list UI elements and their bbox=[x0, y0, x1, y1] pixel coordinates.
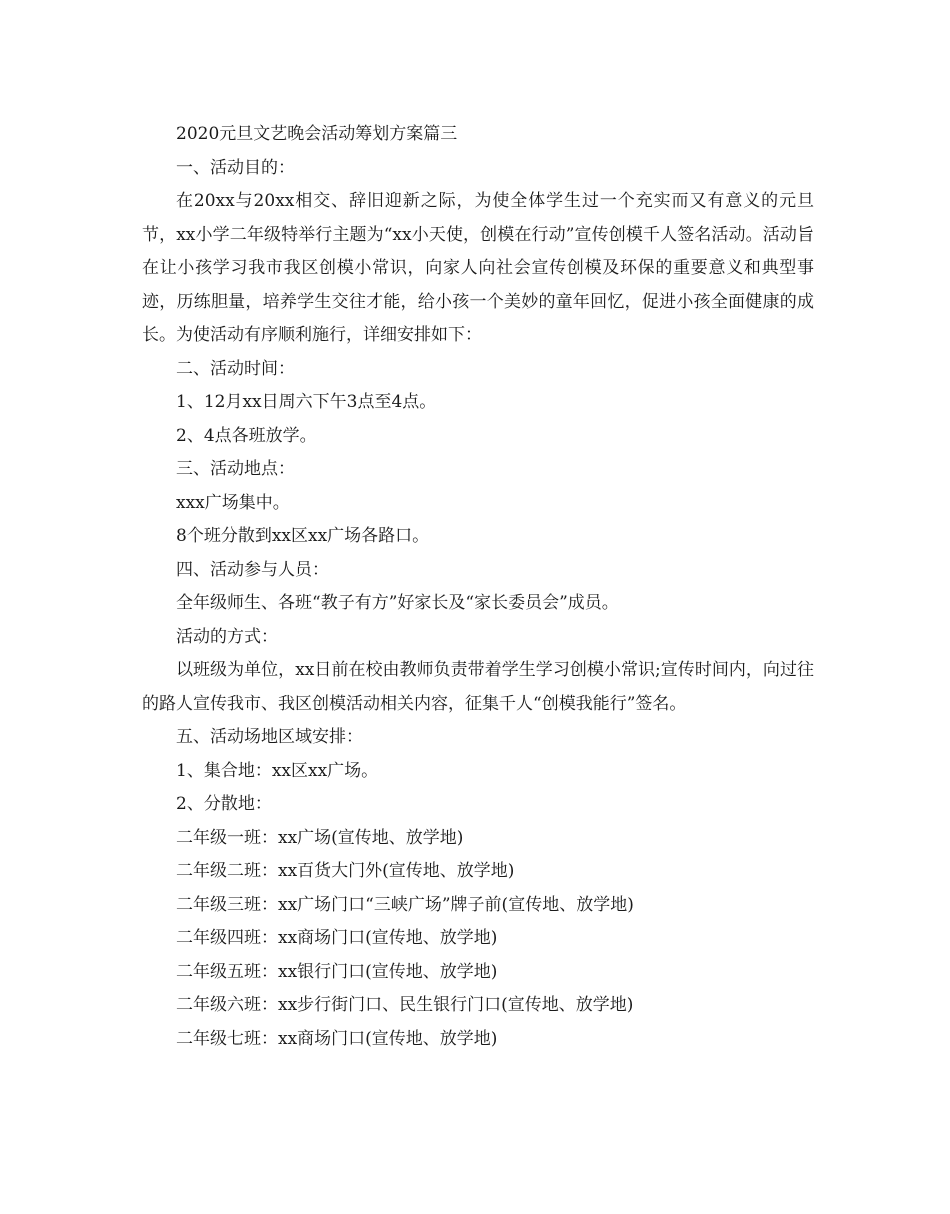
time-item-2: 2、4点各班放学。 bbox=[176, 425, 317, 446]
class-location-5: 二年级五班：xx银行门口(宣传地、放学地) bbox=[176, 961, 498, 982]
dispersal-heading: 2、分散地： bbox=[176, 794, 272, 814]
class-location-4: 二年级四班：xx商场门口(宣传地、放学地) bbox=[176, 928, 498, 948]
method-paragraph: 以班级为单位，xx日前在校由教师负责带着学生学习创模小常识;宣传时间内，向过往的路人宣传我市、我区创模活动相关内容，征集千人“创模我能行”签名。 bbox=[142, 660, 814, 714]
section3-heading: 三、活动地点： bbox=[176, 459, 295, 479]
section2-heading: 二、活动时间： bbox=[176, 358, 295, 379]
participants-text: 全年级师生、各班“教子有方”好家长及“家长委员会”成员。 bbox=[176, 593, 619, 613]
section5-heading: 五、活动场地区域安排： bbox=[176, 727, 363, 747]
time-item-1: 1、12月xx日周六下午3点至4点。 bbox=[176, 392, 437, 412]
class-location-7: 二年级七班：xx商场门口(宣传地、放学地) bbox=[176, 1028, 498, 1049]
method-heading: 活动的方式： bbox=[176, 626, 278, 647]
place-item-2: 8个班分散到xx区xx广场各路口。 bbox=[176, 526, 430, 546]
section4-heading: 四、活动参与人员： bbox=[176, 559, 329, 580]
place-item-1: xxx广场集中。 bbox=[176, 492, 290, 513]
section1-heading: 一、活动目的： bbox=[176, 157, 295, 178]
document-title: 2020元旦文艺晚会活动筹划方案篇三 bbox=[176, 124, 458, 144]
class-location-6: 二年级六班：xx步行街门口、民生银行门口(宣传地、放学地) bbox=[176, 995, 634, 1015]
class-location-2: 二年级二班：xx百货大门外(宣传地、放学地) bbox=[176, 861, 515, 881]
document-body bbox=[142, 118, 814, 1056]
class-location-1: 二年级一班：xx广场(宣传地、放学地) bbox=[176, 827, 464, 848]
section1-paragraph: 在20xx与20xx相交、辞旧迎新之际，为使全体学生过一个充实而又有意义的元旦节，xx小学二年级特举行主题为“xx小天使，创模在行动”宣传创模千人签名活动。活动旨在让小孩学习我市我区创模小常识，向家人向社会宣传创模及环保的重要意义和典型事迹，历练胆量，培养学生交往才能，给小孩一个美妙的童年回忆，促进小孩全面健康的成长。为使活动有序顺利施行，详细安排如下： bbox=[142, 191, 814, 345]
class-location-3: 二年级三班：xx广场门口“三峡广场”牌子前(宣传地、放学地) bbox=[176, 894, 634, 915]
assembly-location: 1、集合地：xx区xx广场。 bbox=[176, 760, 379, 781]
